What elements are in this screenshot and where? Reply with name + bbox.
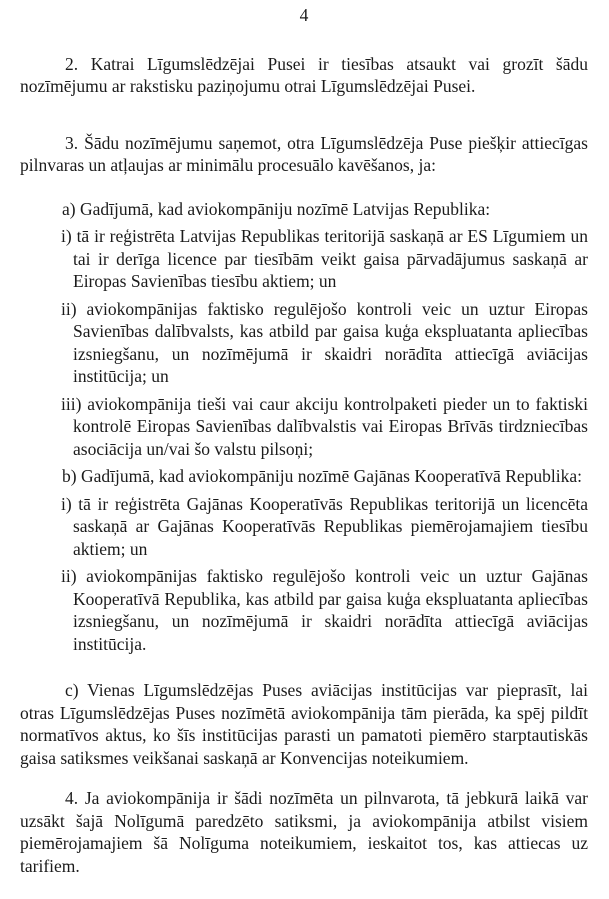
paragraph: 3. Šādu nozīmējumu saņemot, otra Līgumslēdzēja Puse piešķir attiecīgas pilnvaras un atļaujas ar minimālu procesuālo kavēšanos, ja: bbox=[20, 132, 588, 175]
paragraph: c) Vienas Līgumslēdzējas Puses aviācijas institūcijas var pieprasīt, lai otras Līgumslēdzējas Puses nozīmētā aviokompānija tām pierāda, ka spēj pildīt normatīvos aktus, ko šīs institūcijas parasti un pamatoti piemēro starptautiskās gaisa satiksmes veikšanai saskaņā ar Konvencijas noteikumiem. bbox=[20, 680, 588, 768]
page-number: 4 bbox=[299, 5, 309, 25]
sub-item-b: b) Gadījumā, kad aviokompāniju nozīmē Gajānas Kooperatīvā Republika: bbox=[62, 466, 582, 486]
list-item-roman: i) tā ir reģistrēta Gajānas Kooperatīvās Republikas teritorijā un licencēta saskaņā ar Gajānas Kooperatīvās Republikas piemērojamajiem tiesību aktiem; un bbox=[61, 493, 588, 559]
list-item-roman: i) tā ir reģistrēta Latvijas Republikas teritorijā saskaņā ar ES Līgumiem un tai ir derīga licence par tiesībām veikt gaisa pārvadājumus saskaņā ar Eiropas Savienības tiesību aktiem; un bbox=[61, 226, 588, 291]
paragraph: 4. Ja aviokompānija ir šādi nozīmēta un pilnvarota, tā jebkurā laikā var uzsākt šajā Nolīgumā paredzēto satiksmi, ja aviokompānija atbilst visiem piemērojamajiem šā Nolīguma noteikumiem, ieskaitot tos, kas attiecas uz tarifiem. bbox=[20, 788, 588, 876]
list-item-roman: ii) aviokompānijas faktisko regulējošo kontroli veic un uztur Gajānas Kooperatīvā Republika, kas atbild par gaisa kuģa ekspluatanta apliecības izsniegšanu, un nozīmējumā ir skaidri norādīta attiecīgā aviācijas institūcija. bbox=[61, 566, 588, 654]
paragraph: 2. Katrai Līgumslēdzējai Pusei ir tiesības atsaukt vai grozīt šādu nozīmējumu ar rakstisku paziņojumu otrai Līgumslēdzējai Pusei. bbox=[20, 53, 588, 96]
sub-item-a: a) Gadījumā, kad aviokompāniju nozīmē Latvijas Republika: bbox=[62, 198, 491, 219]
list-item-roman: iii) aviokompānija tieši vai caur akciju kontrolpaketi pieder un to faktiski kontrolē Eiropas Savienības dalībvalstis vai Eiropas Brīvās tirdzniecības asociācija un/vai šo valstu pilsoņi; bbox=[61, 393, 588, 459]
list-item-roman: ii) aviokompānijas faktisko regulējošo kontroli veic un uztur Eiropas Savienības dalībvalsts, kas atbild par gaisa kuģa ekspluatanta apliecības izsniegšanu, un nozīmējumā ir skaidri norādīta attiecīgā aviācijas institūcija; un bbox=[61, 298, 588, 386]
document-body bbox=[20, 53, 588, 878]
